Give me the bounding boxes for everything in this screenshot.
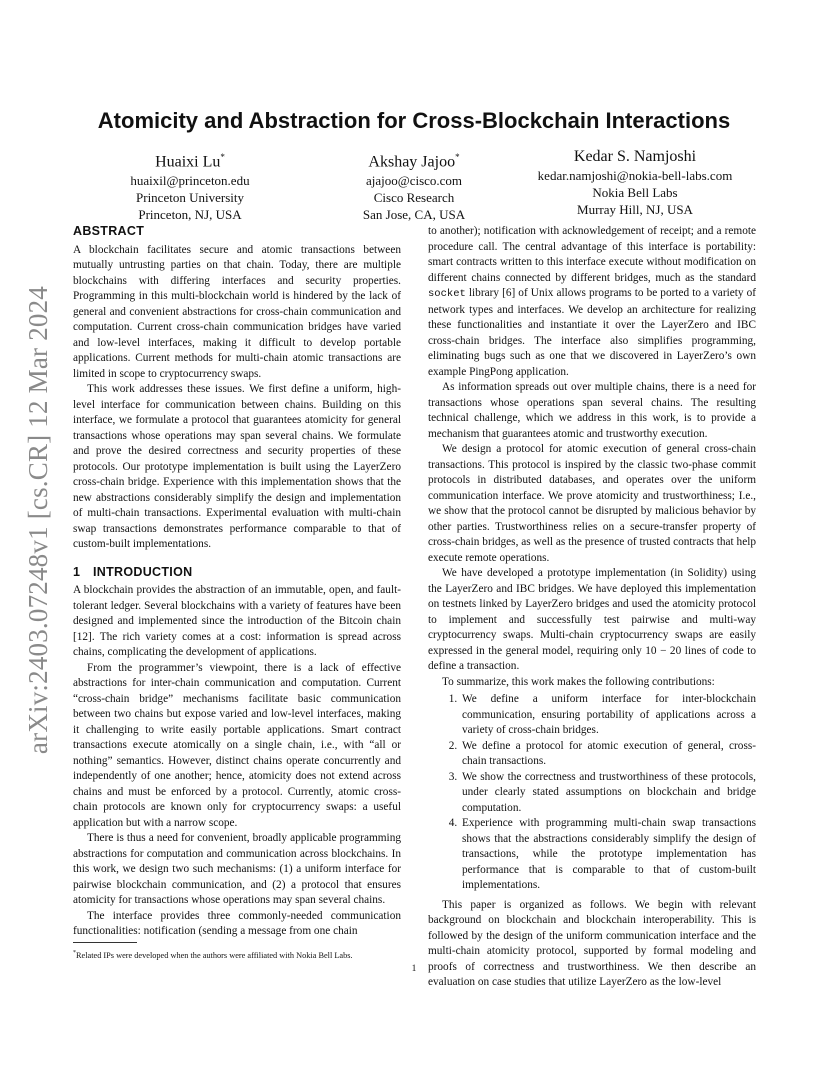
author-org: Cisco Research [373,190,455,206]
body-paragraph: This paper is organized as follows. We begin with relevant background on blockchain and blockchain interoperability. This is followed by the design of the uniform communication interface and the multi-chain atomicity protocol, supported by formal modeling and proofs of correctness and trustworthiness. We then describe an evaluation on case studies that utilize LayerZero as the low-level [428,898,756,988]
list-item: 2. We define a protocol for atomic execution of general, cross-chain transactions. [460,739,756,770]
body-paragraph: As information spreads out over multiple chains, there is a need for transactions whose operations span several chains. The resulting technical challenge, which we address in this work, is to provide a mechanism that guarantees atomic and trustworthy execution. [428,381,756,440]
continuation-text: to another); notification with acknowledgement of receipt; and a remote procedure call. The central advantage of this interface is portability: smart contracts written to this interface execute without modification on different chains connected by different bridges, much as the standard [428,225,756,284]
author-mark: * [455,152,460,162]
abstract-heading: ABSTRACT [73,224,145,238]
section-title: INTRODUCTION [93,564,193,579]
body-paragraph: From the programmer’s viewpoint, there is a lack of effective abstractions for inter-chain communication and computation. Current “cross-chain bridge” mechanisms facilitate basic communication between two chains but expose varied and low-level interfaces, making it challenging to write easily portable applications. Smart contract transactions execute atomically on a single chain, i.e., with “all or nothing” semantics. However, distinct chains operate concurrently and independently of one another; hence, atomicity does not extend across chains and must be enforced by a protocol. Currently, atomic cross-chain protocols are known only for cryptocurrency swaps: a useful application but with a narrow scope. [73,661,401,829]
author-location: Princeton, NJ, USA [138,207,242,223]
author-block-1 [60,147,320,223]
body-paragraph: There is thus a need for convenient, broadly applicable programming abstractions for computation and communication across blockchains. In this work, we design two such mechanisms: (1) a uniform interface for pairwise blockchain communication, and (2) a protocol that ensures atomicity for transactions whose operations may span several chains. [73,832,401,906]
arxiv-stamp-text: arXiv:2403.07248v1 [cs.CR] 12 Mar 2024 [22,285,53,755]
author-org: Nokia Bell Labs [592,185,678,200]
left-column [73,224,401,940]
body-paragraph: To summarize, this work makes the following contributions: [442,675,715,688]
footnote-rule [73,942,137,943]
abstract-paragraph: This work addresses these issues. We first define a uniform, high-level interface for communication between chains. Building on this interface, we formulate a protocol that guarantees atomicity for general transactions whose operations may span several chains. We formulate and prove the desired correctness and security properties of these protocols. Our prototype implementation is built using the LayerZero cross-chain bridge. Experience with this implementation shows that the new abstractions considerably simplify the design and implementation of multi-chain transactions. Experimental evaluation with multi-chain swap transactions demonstrates performance comparable to that of custom-built implementations. [73,383,401,550]
list-item: 1. We define a uniform interface for inter-blockchain communication, ensuring portability of applications across a variety of cross-chain bridges. [460,692,756,739]
contributions-list [428,692,756,894]
page-number: 1 [411,964,417,974]
continuation-text-end: library [6] of Unix allows programs to be ported to a variety of network types and interfaces. We develop an architecture for realizing these functionalities and instantiate it over the LayerZero and IBC cross-chain bridges. The interface also simplifies programming, eliminating bugs such as one that we discovered in LayerZero’s own example PingPong application. [428,287,757,378]
author-name: Huaixi Lu [155,153,221,171]
body-paragraph: We have developed a prototype implementation (in Solidity) using the LayerZero and IBC bridges. We have deployed this implementation on testnets linked by LayerZero bridges and used the atomicity protocol to implement and successfully test pairwise and multi-way cryptocurrency swaps. Multi-chain cryptocurrency swaps are easily expressed in the general model, requiring only 10 − 20 lines of code to define a transaction. [428,567,756,672]
introduction-heading [73,565,401,581]
body-paragraph: The interface provides three commonly-needed communication functionalities: notification (sending a message from one chain [73,909,401,937]
arxiv-stamp [12,280,64,760]
author-location: San Jose, CA, USA [362,207,466,223]
author-location: Murray Hill, NJ, USA [577,202,693,217]
paper-title: Atomicity and Abstraction for Cross-Blockchain Interactions [97,108,731,133]
body-paragraph [428,224,756,380]
author-email: kedar.namjoshi@nokia-bell-labs.com [537,168,733,183]
code-word: socket [428,288,466,300]
author-name: Akshay Jajoo [368,153,456,171]
section-number: 1 [73,564,81,579]
list-item: 4. Experience with programming multi-chain swap transactions shows that the abstractions considerably simplify the design of transactions, while the prototype implementation has performance that is comparable to that of custom-built implementations. [460,816,756,894]
author-org: Princeton University [136,190,244,206]
author-block-3 [500,147,770,218]
author-mark: * [220,152,225,162]
right-column [428,224,756,991]
author-name: Kedar S. Namjoshi [573,148,697,165]
footnote [73,948,413,961]
abstract-paragraph: A blockchain facilitates secure and atomic transactions between mutually untrusting parties on that chain. Today, there are multiple blockchains with differing interfaces and security properties. Programming in this multi-blockchain world is hindered by the lack of general and convenient abstractions for cross-chain communication and computation. Current cross-chain communication bridges have varied and low-level interfaces, making it difficult to develop portable applications. Current methods for multi-chain atomic transactions are limited in scope to cryptocurrency swaps. [73,243,401,380]
footnote-text: Related IPs were developed when the authors were affiliated with Nokia Bell Labs. [76,950,353,960]
body-paragraph: A blockchain provides the abstraction of an immutable, open, and fault-tolerant ledger. Several blockchains with a variety of features have been designed and implemented since the introduction of the Bitcoin chain [12]. The rich variety comes at a cost: information is spread across chains, complicating the development of applications. [73,584,401,658]
footnote-mark: * [73,950,76,956]
list-item: 3. We show the correctness and trustworthiness of these protocols, under clearly stated assumptions on blockchain and bridge computation. [460,770,756,817]
body-paragraph: We design a protocol for atomic execution of general cross-chain transactions. This protocol is inspired by the classic two-phase commit protocols in distributed databases, and operates over the uniform communication interface. We prove atomicity and trustworthiness; I.e., we show that the protocol cannot be disrupted by malicious behavior by other parties. Trustworthiness relies on a secure-transfer property of cross-chain bridges, as well as the presence of trusted contracts that help execute remote operations. [428,443,756,564]
author-email: huaixil@princeton.edu [130,173,250,189]
author-email: ajajoo@cisco.com [365,173,463,189]
